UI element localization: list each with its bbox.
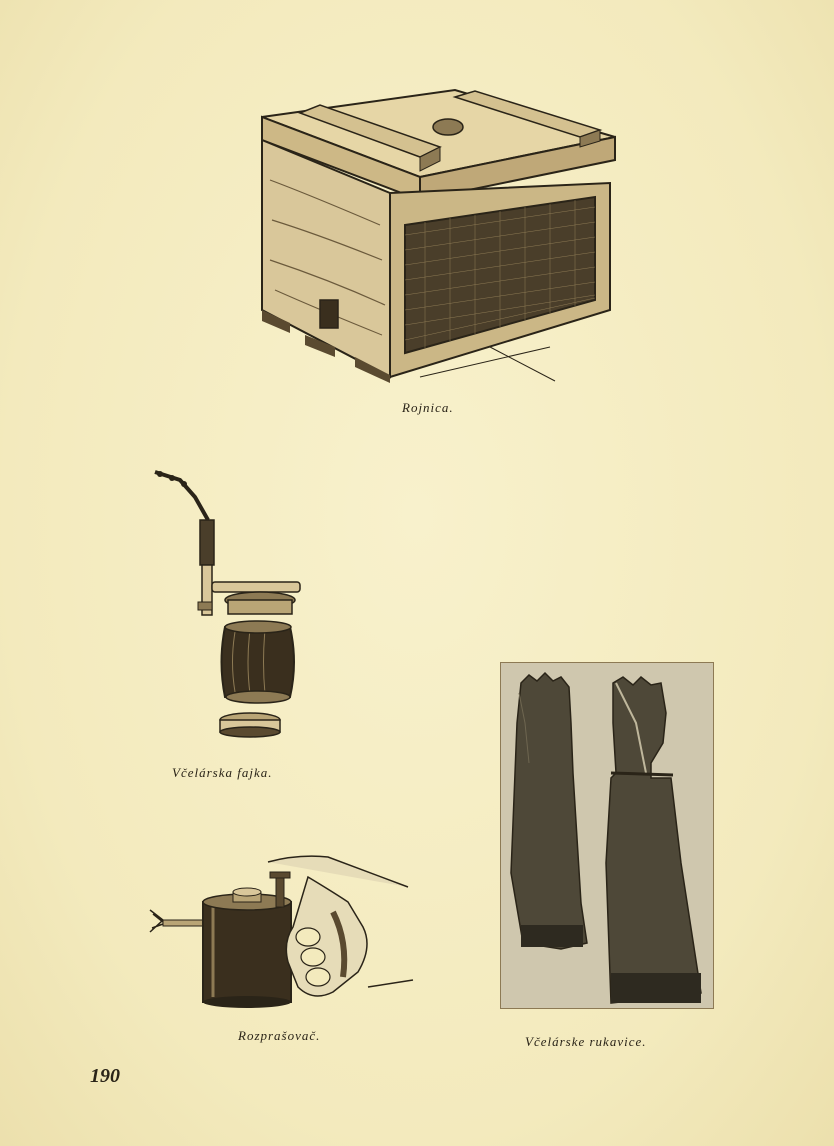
gloves-photo <box>500 662 714 1009</box>
gloves-caption: Včelárske rukavice. <box>525 1034 647 1049</box>
sprayer-illustration <box>148 852 418 1012</box>
smoker-illustration <box>150 462 310 742</box>
gloves-icon <box>501 663 713 1008</box>
sprayer-caption: Rozprašovač. <box>238 1028 321 1043</box>
smoker-caption: Včelárska fajka. <box>172 765 273 780</box>
swarm-box-illustration <box>250 85 620 385</box>
page-number: 190 <box>90 1065 120 1087</box>
smoker-pipe-icon <box>150 462 310 742</box>
swarm-box-icon <box>250 85 620 385</box>
swarm-box-caption: Rojnica. <box>402 400 454 415</box>
sprayer-icon <box>148 852 418 1012</box>
